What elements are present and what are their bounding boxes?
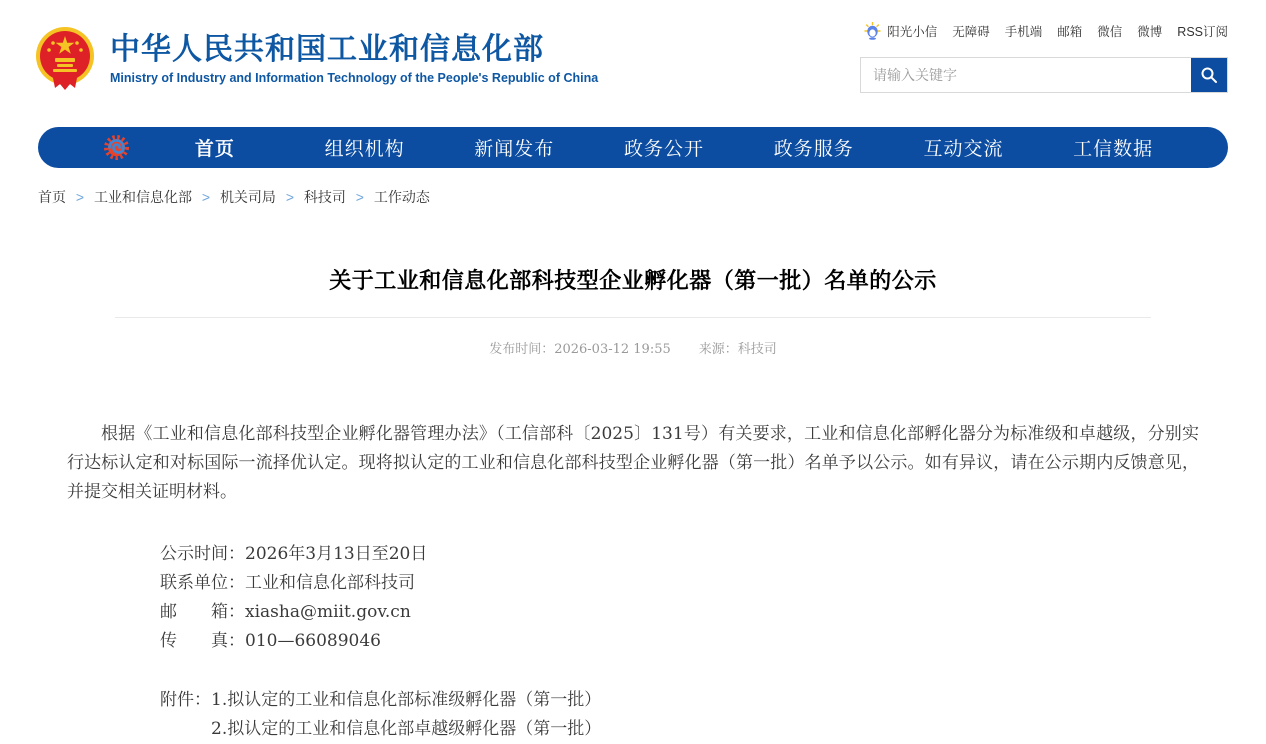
nav-item-home[interactable]: 首页 bbox=[194, 139, 235, 160]
quick-link-accessibility[interactable]: 无障碍 bbox=[952, 25, 990, 39]
breadcrumb-separator: > bbox=[285, 189, 295, 205]
search-box bbox=[860, 57, 1228, 93]
brand-text bbox=[110, 33, 598, 85]
main-nav bbox=[38, 127, 1228, 168]
breadcrumb-home[interactable]: 首页 bbox=[38, 189, 66, 205]
nav-item-gov-services[interactable]: 政务服务 bbox=[773, 139, 854, 160]
source-label: 来源： bbox=[698, 342, 738, 357]
attachment-items bbox=[211, 686, 601, 744]
quick-link-weibo[interactable]: 微博 bbox=[1137, 25, 1163, 39]
attachment-link-standard[interactable]: 1.拟认定的工业和信息化部标准级孵化器（第一批） bbox=[211, 690, 602, 710]
article bbox=[0, 264, 1266, 744]
publish-time-label: 发布时间： bbox=[489, 342, 555, 357]
sunshine-mascot-icon bbox=[864, 22, 881, 40]
breadcrumb-separator: > bbox=[355, 189, 364, 205]
site-subtitle: Ministry of Industry and Information Technology of the People's Republic of China bbox=[110, 70, 599, 85]
info-line-publicity-period: 公示时间：2026年3月13日至20日 bbox=[160, 544, 428, 564]
breadcrumb bbox=[38, 187, 1228, 207]
breadcrumb-science-tech-dept[interactable]: 科技司 bbox=[303, 189, 346, 205]
breadcrumb-separator: > bbox=[201, 189, 211, 205]
quick-link-mobile[interactable]: 手机端 bbox=[1004, 25, 1043, 39]
info-line-email: 邮 箱：xiasha@miit.gov.cn bbox=[160, 602, 411, 622]
header-right bbox=[860, 22, 1228, 93]
nav-item-news[interactable]: 新闻发布 bbox=[474, 139, 555, 160]
quick-links bbox=[860, 22, 1228, 40]
nav-item-organization[interactable]: 组织机构 bbox=[324, 139, 405, 160]
national-emblem-icon bbox=[33, 26, 97, 92]
search-icon bbox=[1200, 66, 1218, 84]
attachments-label: 附件： bbox=[160, 690, 211, 710]
search-input[interactable] bbox=[861, 58, 1191, 92]
source: 科技司 bbox=[737, 342, 777, 357]
attachments bbox=[160, 686, 1199, 744]
article-paragraph: 根据《工业和信息化部科技型企业孵化器管理办法》（工信部科〔2025〕131号）有关要求，工业和信息化部孵化器分为标准级和卓越级，分别实行达标认定和对标国际一流择优认定。现将拟认定的工业和信息化部科技型企业孵化器（第一批）名单予以公示。如有异议，请在公示期内反馈意见，并提交相关证明材料。 bbox=[67, 424, 1199, 502]
quick-link-mailbox[interactable]: 邮箱 bbox=[1057, 25, 1083, 39]
quick-link-rss[interactable]: RSS订阅 bbox=[1177, 25, 1228, 39]
site-title: 中华人民共和国工业和信息化部 bbox=[110, 33, 544, 67]
breadcrumb-departments[interactable]: 机关司局 bbox=[219, 189, 276, 205]
info-line-contact-unit: 联系单位：工业和信息化部科技司 bbox=[160, 573, 415, 593]
contact-info bbox=[160, 540, 1199, 656]
attachment-link-excellent[interactable]: 2.拟认定的工业和信息化部卓越级孵化器（第一批） bbox=[211, 719, 602, 739]
site-brand[interactable] bbox=[33, 26, 598, 92]
search-button[interactable] bbox=[1191, 58, 1227, 92]
info-line-fax: 传 真：010—66089046 bbox=[160, 631, 381, 651]
nav-item-gov-disclosure[interactable]: 政务公开 bbox=[624, 139, 705, 160]
miit-gear-logo-icon bbox=[103, 134, 130, 161]
breadcrumb-separator: > bbox=[75, 189, 85, 205]
publish-time: 2026-03-12 19:55 bbox=[554, 342, 671, 357]
article-title: 关于工业和信息化部科技型企业孵化器（第一批）名单的公示 bbox=[329, 268, 937, 293]
nav-item-miit-data[interactable]: 工信数据 bbox=[1073, 139, 1154, 160]
nav-item-interaction[interactable]: 互动交流 bbox=[923, 139, 1004, 160]
meta-divider bbox=[115, 317, 1151, 357]
site-header bbox=[0, 0, 1266, 125]
breadcrumb-work-updates[interactable]: 工作动态 bbox=[373, 189, 430, 205]
quick-link-sunshine[interactable]: 阳光小信 bbox=[887, 25, 938, 39]
quick-link-wechat[interactable]: 微信 bbox=[1097, 25, 1123, 39]
breadcrumb-miit[interactable]: 工业和信息化部 bbox=[93, 189, 192, 205]
article-meta bbox=[115, 338, 1151, 357]
